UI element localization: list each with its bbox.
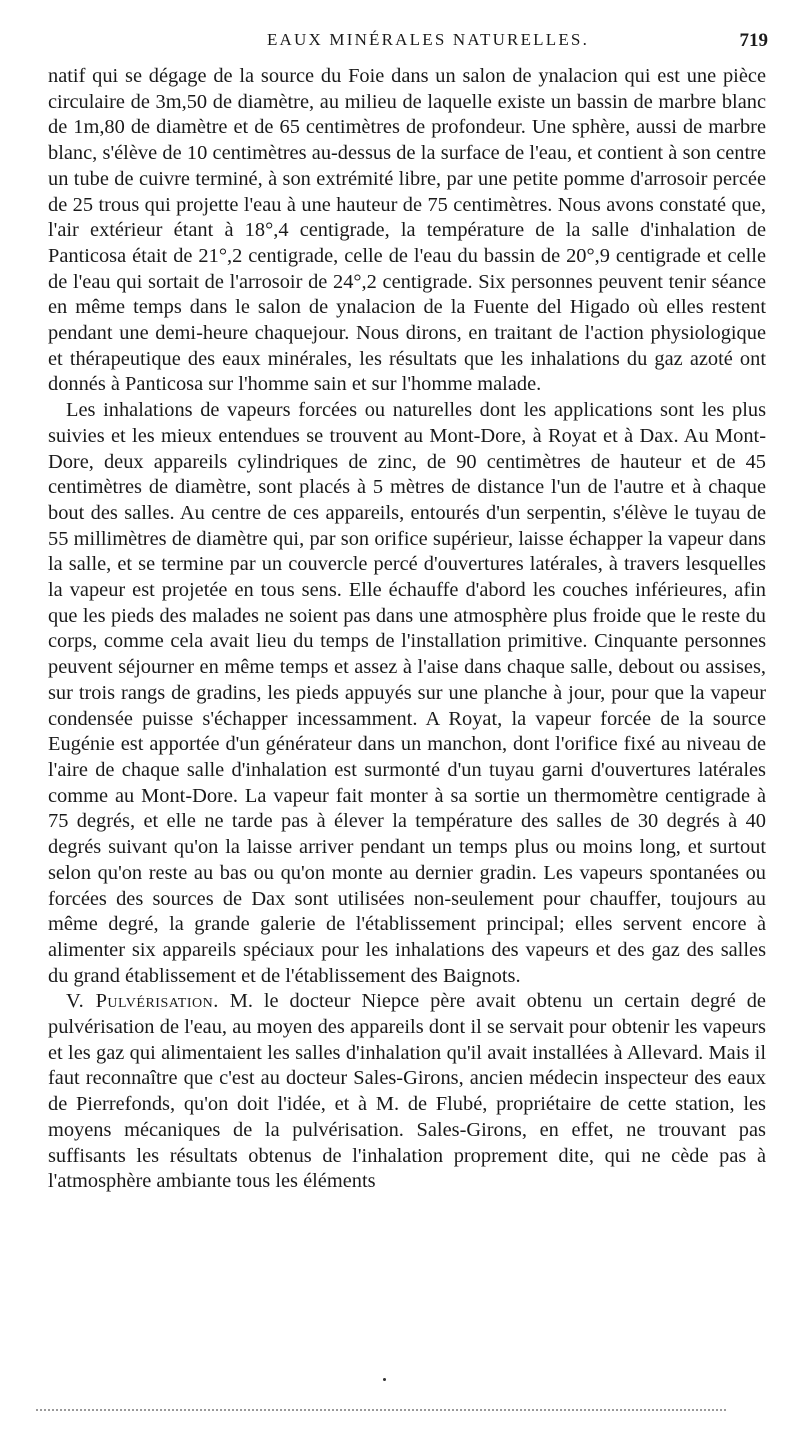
page-header: [48, 30, 768, 60]
paragraph-3: [48, 989, 766, 1195]
paragraph-3-text: M. le docteur Niepce père avait obtenu un certain degré de pulvérisation de l'eau, au moyen des appareils dont il se servait pour obtenir les vapeurs et les gaz qui alimentaient les salles d'inhalation qu'il avait installées à Allevard. Mais il faut reconnaître que c'est au docteur Sales-Girons, ancien médecin inspecteur des eaux de Pierrefonds, qu'on doit l'idée, et à M. de Flubé, propriétaire de cette station, les moyens mécaniques de la pulvérisation. Sales-Girons, en effet, ne trouvant pas suffisants les résultats obtenus de l'inhalation proprement dite, qui ne cède pas à l'atmosphère ambiante tous les éléments: [48, 990, 766, 1193]
decorative-dot: [383, 1378, 386, 1381]
body-text: [48, 64, 766, 1195]
paragraph-1: natif qui se dégage de la source du Foie dans un salon de ynalacion qui est une pièce circulaire de 3m,50 de diamètre, au milieu de laquelle existe un bassin de marbre blanc de 1m,80 de diamètre et de 65 centimètres de profondeur. Une sphère, aussi de marbre blanc, s'élève de 10 centimètres au-dessus de la surface de l'eau, et contient à son centre un tube de cuivre terminé, à son extrémité libre, par une petite pomme d'arrosoir percée de 25 trous qui projette l'eau à une hauteur de 75 centimètres. Nous avons constaté que, l'air extérieur étant à 18°,4 centigrade, la température de la salle d'inhalation de Panticosa était de 21°,2 centigrade, celle de l'eau du bassin de 20°,9 centigrade et celle de l'eau qui sortait de l'arrosoir de 24°,2 centigrade. Six personnes peuvent tenir séance en même temps dans le salon de ynalacion de la Fuente del Higado où elles restent pendant une demi-heure chaquejour. Nous dirons, en traitant de l'action physiologique et thérapeutique des eaux minérales, les résultats que les inhalations du gaz azoté ont donnés à Panticosa sur l'homme sain et sur l'homme malade.: [48, 65, 766, 396]
bottom-dotted-rule: [36, 1409, 726, 1413]
page-number: 719: [739, 30, 768, 51]
running-title: EAUX MINÉRALES NATURELLES.: [266, 30, 590, 49]
paragraph-2: Les inhalations de vapeurs forcées ou naturelles dont les applications sont les plus suivies et les mieux entendues se trouvent au Mont-Dore, à Royat et à Dax. Au Mont-Dore, deux appareils cylindriques de zinc, de 90 centimètres de hauteur et de 45 centimètres de diamètre, sont placés à 5 mètres de distance l'un de l'autre et à chaque bout des salles. Au centre de ces appareils, entourés d'un serpentin, s'élève le tuyau de 55 millimètres de diamètre qui, par son orifice supérieur, laisse échapper la vapeur dans la salle, et se termine par un couvercle percé d'ouvertures latérales, à travers lesquelles la vapeur est projetée en tous sens. Elle échauffe d'abord les couches inférieures, afin que les pieds des malades ne soient pas dans une atmosphère plus froide que le reste du corps, comme cela avait lieu du temps de l'installation primitive. Cinquante personnes peuvent séjourner en même temps et assez à l'aise dans chaque salle, debout ou assises, sur trois rangs de gradins, les pieds appuyés sur une planche à jour, pour que la vapeur condensée puisse s'échapper incessamment. A Royat, la vapeur forcée de la source Eugénie est apportée d'un générateur dans un manchon, dont l'orifice fixé au niveau de l'aire de chaque salle d'inhalation est surmonté d'un tuyau garni d'ouvertures latérales comme au Mont-Dore. La vapeur fait monter à sa sortie un thermomètre centigrade à 75 degrés, et elle ne tarde pas à élever la température des salles de 30 degrés à 40 degrés suivant qu'on la laisse arriver pendant un temps plus ou moins long, et surtout selon qu'on reste au bas ou qu'on monte au dernier gradin. Les vapeurs spontanées ou forcées des sources de Dax sont utilisées non-seulement pour chauffer, toujours au même degré, la grande galerie de l'établissement principal; elles servent encore à alimenter six appareils spéciaux pour les inhalations des vapeurs et des gaz des salles du grand établissement et de l'établissement des Baignots.: [48, 399, 766, 987]
section-heading: V. Pulvérisation.: [66, 990, 219, 1013]
